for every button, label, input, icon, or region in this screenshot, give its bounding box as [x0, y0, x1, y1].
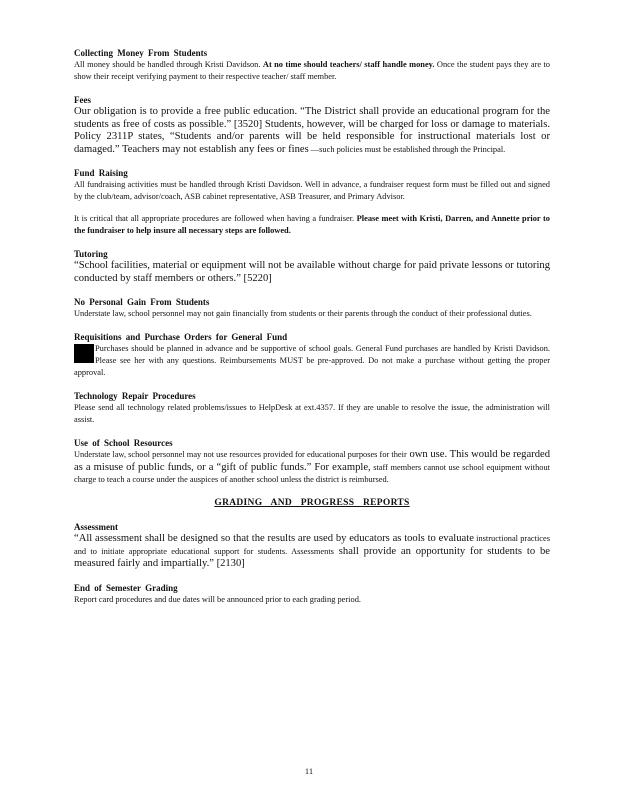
collecting-money-text-suffix: Once the student pays they are to show their receipt verifying payment to their respective teacher/ staff member.: [74, 60, 550, 81]
heading-technology: Technology Repair Procedures: [74, 391, 196, 401]
fund-raising-procedures-bold: Please meet with Kristi, Darren, and Annette prior to the fundraiser to help insure all necessary steps are followed.: [74, 214, 550, 235]
assessment-text: “All assessment shall be designed so that the results are used by educators as tools to evaluate: [74, 533, 474, 544]
redaction-block: [74, 344, 94, 363]
school-resources-text-large: own use. This would be regarded as a misuse of public funds, or a “gift of public funds.” For example,: [74, 449, 550, 473]
section-assessment: [74, 522, 550, 571]
paragraph-technology: Please send all technology related problems/issues to HelpDesk at ext.4357. If they are unable to resolve the issue, the administration will assist.: [74, 403, 550, 424]
heading-school-resources: Use of School Resources: [74, 438, 173, 448]
heading-fund-raising: Fund Raising: [74, 168, 128, 178]
heading-tutoring: Tutoring: [74, 249, 108, 259]
fund-raising-procedures-text: It is critical that all appropriate procedures are followed when having a fundraiser.: [74, 214, 357, 223]
heading-requisitions: Requisitions and Purchase Orders for General Fund: [74, 332, 288, 342]
fees-text-small: —such policies must be established through the Principal.: [308, 144, 506, 154]
school-resources-text: Understate law, school personnel may not use resources provided for educational purposes for their: [74, 450, 407, 459]
assessment-text-small: instructional practices and to initiate appropriate educational support for students. Assessments: [74, 534, 550, 556]
paragraph-requisitions: [74, 343, 550, 379]
heading-personal-gain: No Personal Gain From Students: [74, 297, 210, 307]
section-technology: [74, 391, 550, 426]
fees-text: Our obligation is to provide a free public education. “The District shall provide an educational program for the students as free of costs as possible.” [3520] Students, however, will be charged for loss or damage to materials. Policy 2311P states, “Students and/or parents will be held responsible for instructional materials lost or damaged.” Teachers may not establish any fees or fines: [74, 106, 550, 155]
requisitions-text: Purchases should be planned in advance and be supportive of school goals. General Fund purchases are handled by Kristi Davidson. Please see her with any questions. Reimbursements MUST be pre-approved. Do not make a purchase without getting the proper approval.: [74, 344, 550, 377]
section-title-grading: GRADING AND PROGRESS REPORTS: [214, 498, 410, 508]
paragraph-collecting-money: [74, 59, 550, 83]
paragraph-fees: [74, 106, 550, 156]
section-end-of-semester: [74, 583, 550, 606]
paragraph-tutoring: “School facilities, material or equipment will not be available without charge for paid private lessons or tutoring conducted by staff members or others.” [5220]: [74, 260, 550, 284]
paragraph-fund-raising: All fundraising activities must be handled through Kristi Davidson. Well in advance, a fundraiser request form must be filled out and signed by the club/team, advisor/coach, ASB cabinet representative, ASB Treasurer, and Primary Advisor.: [74, 180, 550, 201]
section-fund-raising: [74, 168, 550, 237]
section-personal-gain: [74, 297, 550, 320]
collecting-money-text: All money should be handled through Kristi Davidson.: [74, 60, 263, 69]
heading-end-of-semester: End of Semester Grading: [74, 582, 178, 593]
section-requisitions: [74, 332, 550, 379]
paragraph-personal-gain: Understate law, school personnel may not gain financially from students or their parents through the conduct of their professional duties.: [74, 309, 532, 318]
heading-fees: Fees: [74, 95, 91, 105]
paragraph-fund-raising-procedures: [74, 213, 550, 237]
page-number: 11: [304, 766, 314, 776]
section-fees: [74, 95, 550, 156]
assessment-text-end: shall provide an opportunity for students to be measured fairly and impartially.” [2130]: [74, 545, 550, 569]
collecting-money-bold-text: At no time should teachers/ staff handle money.: [262, 60, 435, 69]
paragraph-end-of-semester: Report card procedures and due dates will be announced prior to each grading period.: [74, 594, 361, 604]
paragraph-school-resources: [74, 449, 550, 486]
page-content: [74, 48, 550, 618]
paragraph-assessment: [74, 533, 550, 571]
heading-assessment: Assessment: [74, 522, 118, 532]
school-resources-text-end: staff members cannot use school equipment without charge to teach a course under the auspices of another school unless the district is reimbursed.: [74, 462, 550, 484]
section-collecting-money: [74, 48, 550, 83]
section-school-resources: [74, 438, 550, 486]
section-tutoring: [74, 249, 550, 285]
heading-collecting-money: Collecting Money From Students: [74, 48, 208, 58]
